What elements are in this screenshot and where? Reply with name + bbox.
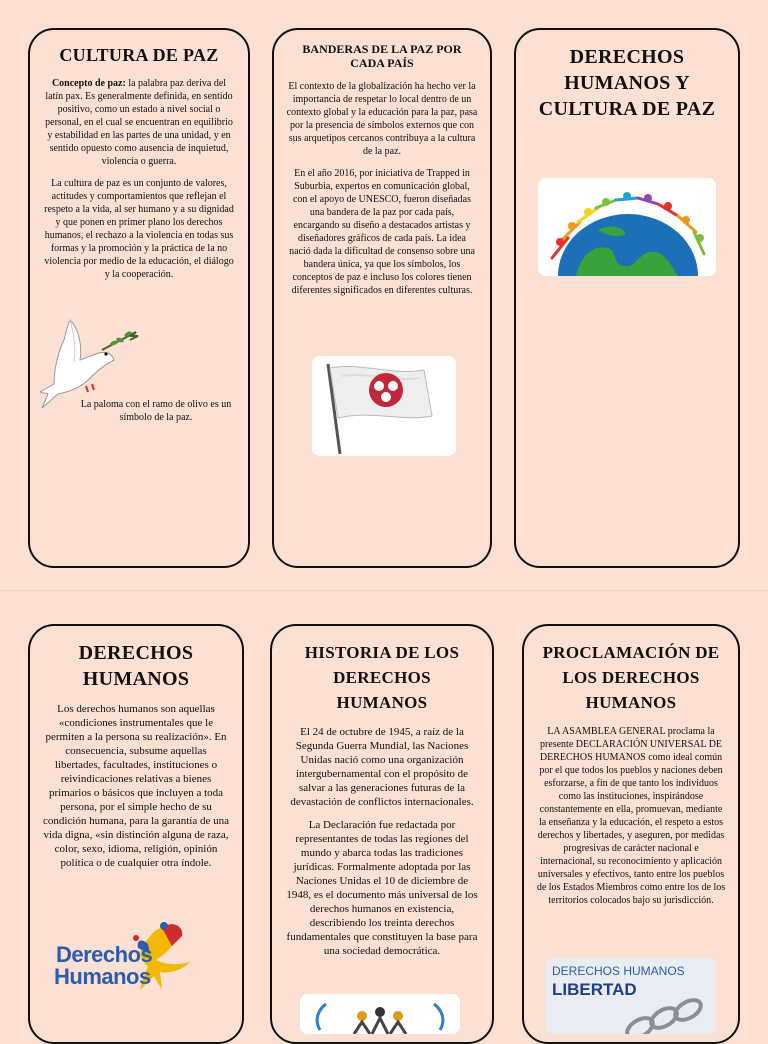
paragraph: LA ASAMBLEA GENERAL proclama la presente DECLARACIÓN UNIVERSAL DE DERECHOS HUMANOS como ideal común por el que todos los pueblos y naciones deben esforzarse, a fin de que tanto los individuos como las instituciones, inspirándose constantemente en ella, promuevan, mediante la enseñanza y la educación, el respeto a estos derechos y libertades, y aseguren, por medidas progresivas de carácter nacional e internacional, su reconocimiento y aplicación universales y efectivos, tanto entre los pueblos de los Estados Miembros como entre los de los territorios colocados bajo su jurisdicción. bbox=[536, 726, 726, 906]
image-text-line2: LIBERTAD bbox=[552, 980, 637, 999]
image-text-line1: DERECHOS HUMANOS bbox=[552, 964, 685, 978]
panel-title: CULTURA DE PAZ bbox=[59, 45, 219, 65]
peace-flag-image bbox=[312, 356, 456, 456]
panel-derechos-humanos bbox=[28, 624, 244, 1044]
paragraph: En el año 2016, por iniciativa de Trapped in Suburbia, expertos en comunicación global, con el apoyo de UNESCO, fueron diseñadas una bandera de la paz por cada país, encargando su diseño a destacados artistas y diseñadores gráficos de cada país. La idea nació dada la dificultad de consenso sobre una bandera única, ya que los símbolos, los conceptos de paz e incluso los colores tienen diferentes significados en diferentes culturas. bbox=[289, 168, 475, 296]
paragraph: El 24 de octubre de 1945, a raíz de la Segunda Guerra Mundial, las Naciones Unidas nació como una organización intergubernamental con el propósito de salvar a las generaciones futuras de la devastación de conflictos internacionales. bbox=[290, 726, 474, 808]
concept-text: la palabra paz deriva del latín pax. Es generalmente definida, en sentido positivo, como un estado a nivel social o personal, en el cual se encuentran en equilibrio y estabilidad en las partes de una unidad, y en sentido opuesto como ausencia de inquietud, violencia o guerra. bbox=[45, 78, 233, 167]
dove-caption: La paloma con el ramo de olivo es un símbolo de la paz. bbox=[80, 399, 232, 423]
panel-title: PROCLAMACIÓN DE LOS DERECHOS HUMANOS bbox=[542, 643, 720, 712]
panel-title: DERECHOS HUMANOS Y CULTURA DE PAZ bbox=[538, 46, 716, 120]
panel-proclamacion bbox=[522, 624, 740, 1044]
concept-label: Concepto de paz: bbox=[51, 78, 126, 89]
panel-cultura-de-paz bbox=[28, 28, 250, 568]
panel-title: HISTORIA DE LOS DERECHOS HUMANOS bbox=[304, 643, 460, 712]
un-emblem-image bbox=[300, 994, 460, 1034]
logo-text-line1: Derechos bbox=[56, 942, 153, 967]
globe-children-image bbox=[538, 178, 716, 276]
concept-paragraph bbox=[42, 77, 236, 168]
panel-derechos-cultura-paz bbox=[514, 28, 740, 568]
panel-title: BANDERAS DE LA PAZ POR CADA PAÍS bbox=[302, 42, 462, 70]
paragraph: El contexto de la globalización ha hecho ver la importancia de respetar lo local dentro de un contexto global y la educación para la paz, pasa por la presencia de símbolos externos que con sus arquetipos cercanos contribuya a la cultura de la paz. bbox=[286, 81, 478, 157]
derechos-libertad-image bbox=[546, 958, 716, 1034]
dove-image bbox=[40, 310, 140, 410]
logo-text-line2: Humanos bbox=[54, 964, 151, 989]
panel-banderas-de-paz bbox=[272, 28, 492, 568]
paragraph: La Declaración fue redactada por representantes de todas las regiones del mundo y abarca todas las tradiciones jurídicas. Formalmente adoptada por las Naciones Unidas el 10 de diciembre de 1948, es el documento más universal de los derechos humanos en existencia, describiendo los treinta derechos fundamentales que constituyen la base para una sociedad democrática. bbox=[286, 819, 478, 957]
panel-title: DERECHOS HUMANOS bbox=[78, 642, 194, 690]
page-divider bbox=[0, 590, 768, 591]
paragraph: Los derechos humanos son aquellas «condiciones instrumentales que le permiten a la persona su realización». En consecuencia, subsume aquellas libertades, facultades, instituciones o reivindicaciones relativas a bienes primarios o básicos que incluyen a toda persona, por el simple hecho de su condición humana, para la garantía de una vida digna, «sin distinción alguna de raza, color, sexo, idioma, religión, opinión política o de cualquier otra índole. bbox=[42, 703, 229, 869]
derechos-humanos-logo bbox=[52, 920, 222, 994]
paragraph: La cultura de paz es un conjunto de valores, actitudes y comportamientos que reflejan el respeto a la vida, al ser humano y a su dignidad y que ponen en primer plano los derechos humanos, el rechazo a la violencia en todas sus formas y la promoción y la práctica de la no violencia por medio de la educación, el diálogo y la cooperación. bbox=[44, 178, 234, 280]
panel-historia bbox=[270, 624, 494, 1044]
